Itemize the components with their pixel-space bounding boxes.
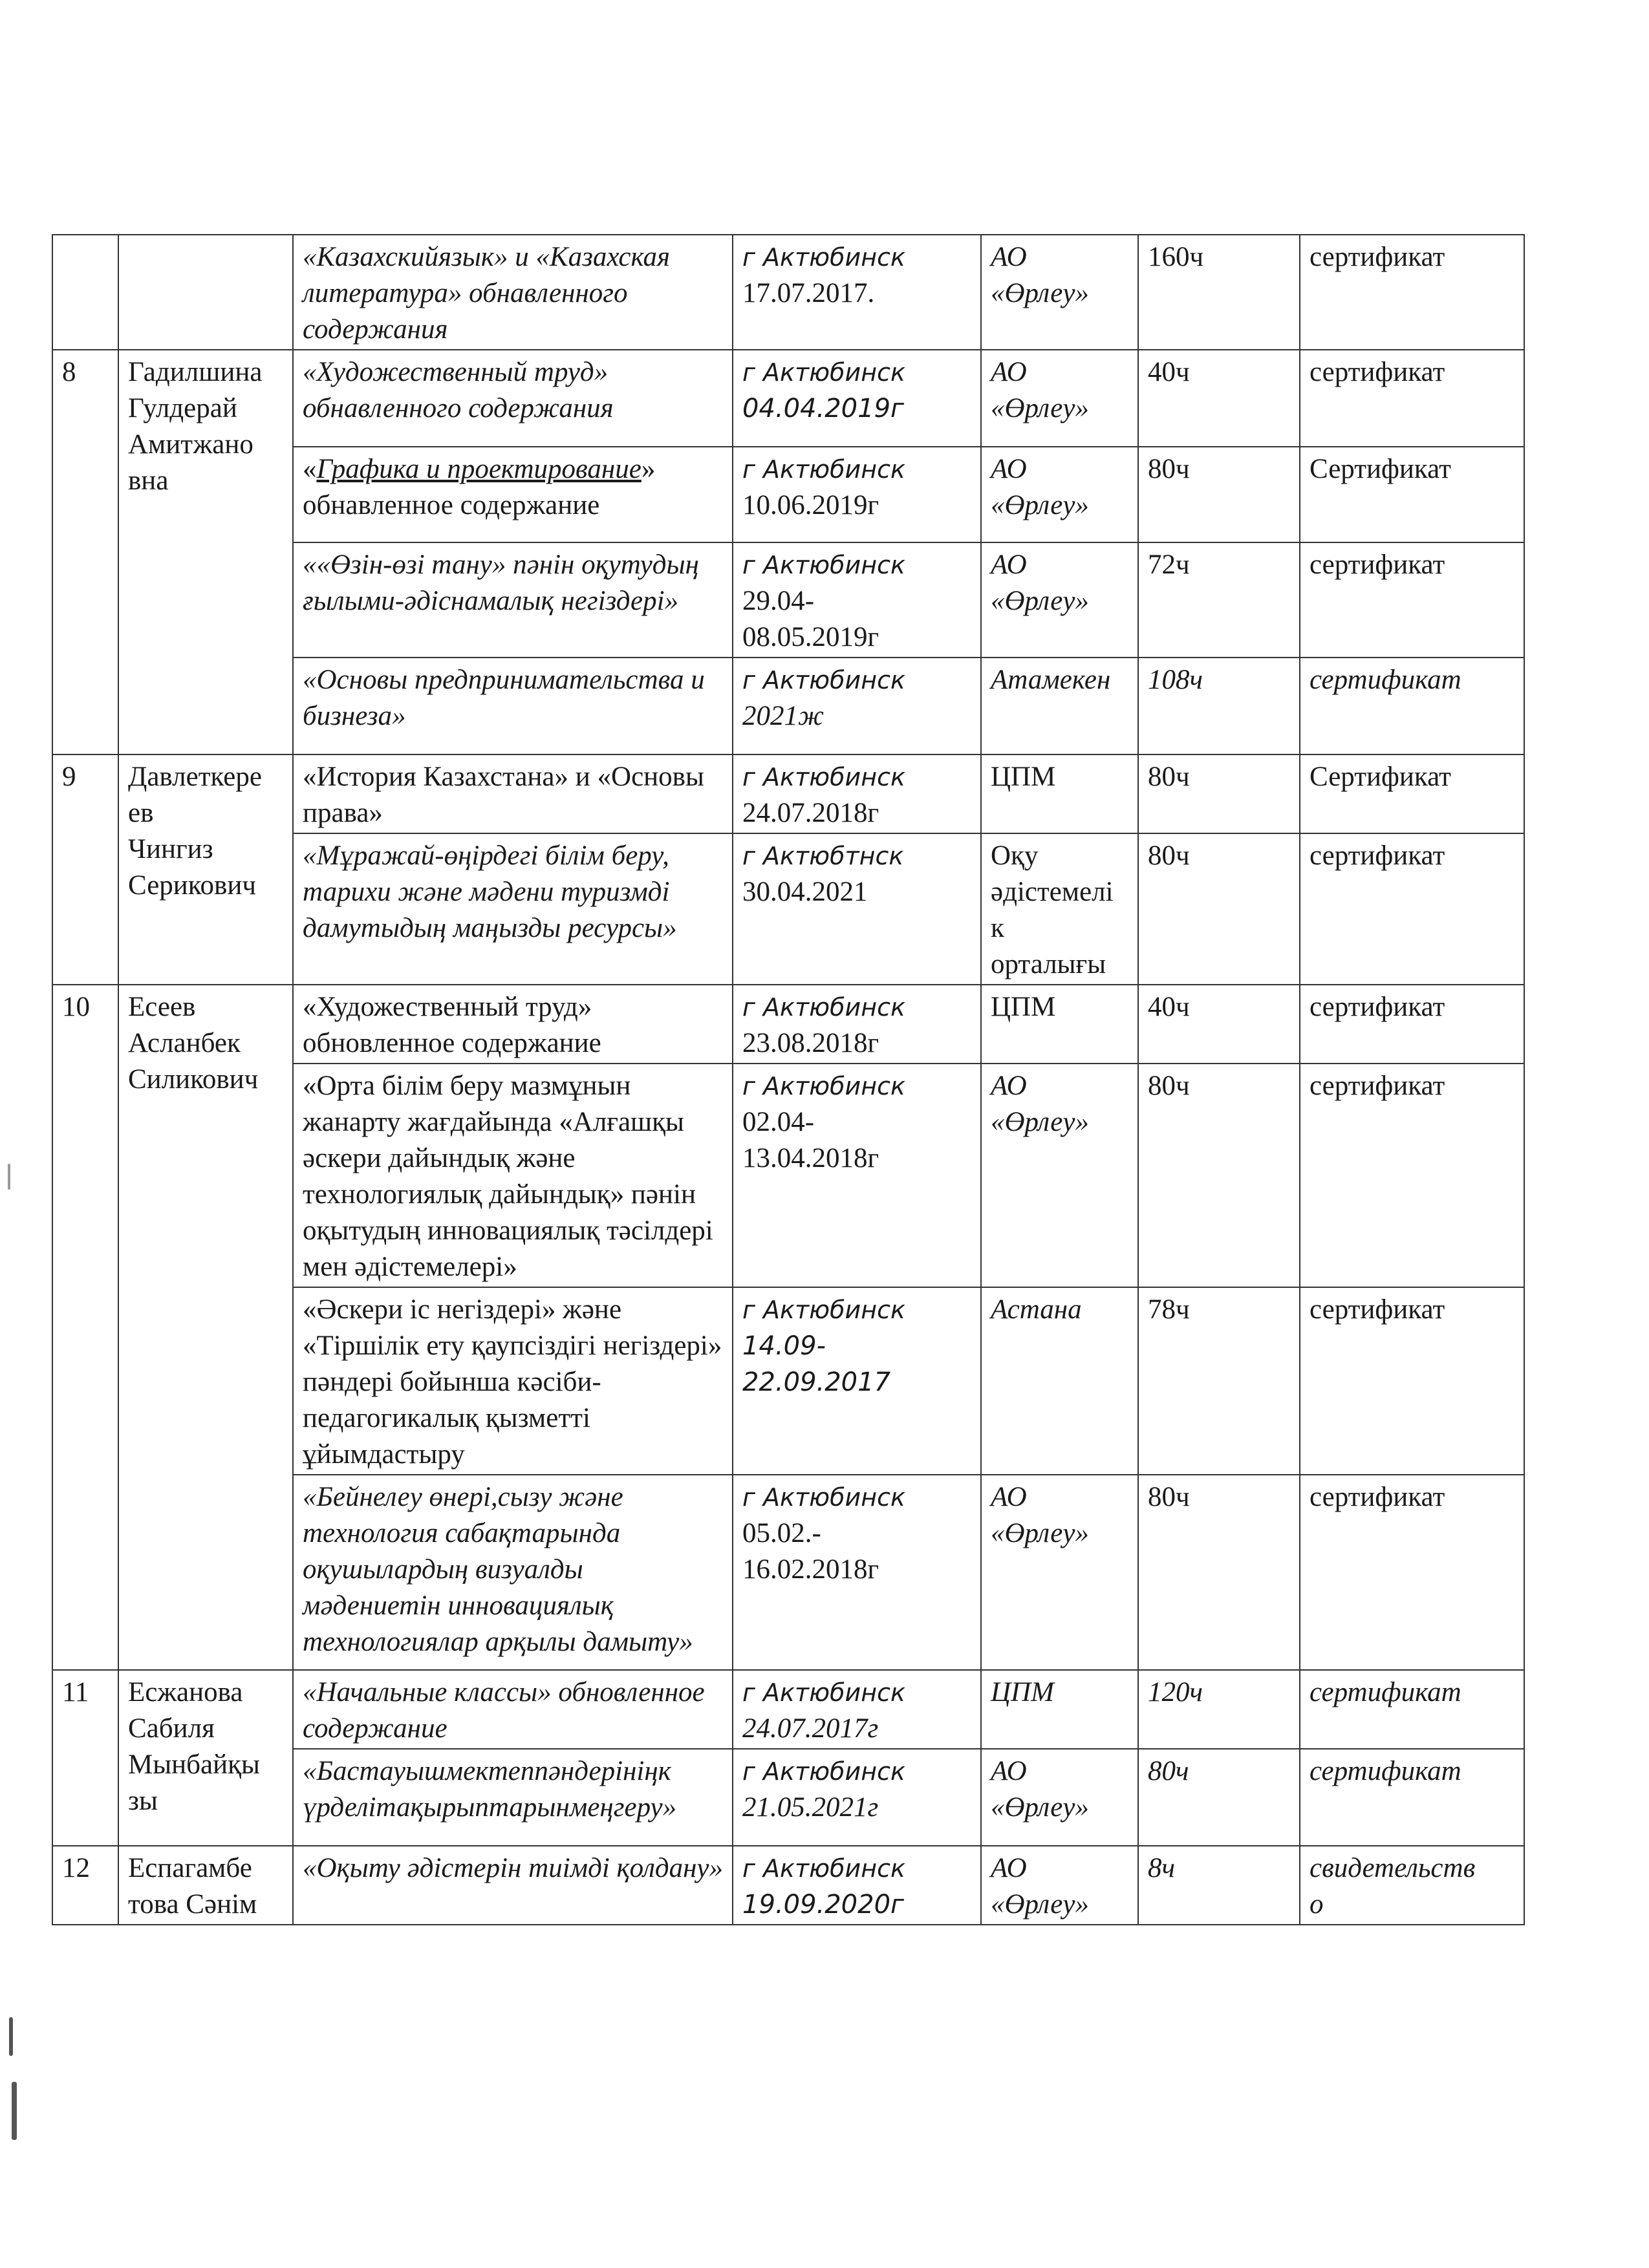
place-date: [733, 754, 981, 833]
organization: Оқу әдістемелі к орталығы: [981, 833, 1138, 985]
date: 29.04- 08.05.2019г: [742, 586, 879, 652]
course-title: «История Казахстана» и «Основы права»: [293, 754, 733, 833]
place-date: [733, 235, 981, 350]
place: г Актюбинск: [742, 666, 905, 694]
document-type: сертификат: [1300, 1287, 1524, 1475]
hours: 8ч: [1138, 1846, 1300, 1925]
place-date: [733, 350, 981, 447]
place: г Актюбинск: [742, 455, 905, 484]
organization: АО «Өрлеу»: [981, 1749, 1138, 1846]
date: 14.09- 22.09.2017: [742, 1331, 891, 1397]
hours: 80ч: [1138, 754, 1300, 833]
hours: 80ч: [1138, 1749, 1300, 1846]
date: 10.06.2019г: [742, 490, 879, 520]
place: г Актюбинск: [742, 763, 905, 791]
course-title: «Графика и проектирование» обнавленное содержание: [293, 447, 733, 542]
date: 17.07.2017.: [742, 278, 875, 308]
date: 30.04.2021: [742, 877, 868, 907]
organization: АО «Өрлеу»: [981, 447, 1138, 542]
teacher-name: [118, 235, 293, 350]
place-date: [733, 1749, 981, 1846]
organization: ЦПМ: [981, 985, 1138, 1064]
organization: ЦПМ: [981, 1670, 1138, 1749]
place: г Актюбинск: [742, 1854, 905, 1883]
hours: 80ч: [1138, 447, 1300, 542]
course-title: «Әскери іс негіздері» және «Тіршілік ету қаупсіздігі негіздері» пәндері бойынша кәсіби-педагогикалық қызметті ұйымдастыру: [293, 1287, 733, 1475]
teacher-name: Есеев Асланбек Силикович: [118, 985, 293, 1670]
scan-mark: [12, 2082, 17, 2140]
document-type: сертификат: [1300, 542, 1524, 658]
place-date: [733, 447, 981, 542]
course-title: «Художественный труд» обновленное содержание: [293, 985, 733, 1064]
document-type: сертификат: [1300, 1064, 1524, 1287]
date: 19.09.2020г: [742, 1890, 905, 1920]
place-date: [733, 833, 981, 985]
hours: 40ч: [1138, 985, 1300, 1064]
organization: ЦПМ: [981, 754, 1138, 833]
courses-table-body: [52, 235, 1524, 1925]
scan-mark: [9, 2017, 13, 2056]
hours: 72ч: [1138, 542, 1300, 658]
document-type: сертификат: [1300, 1475, 1524, 1670]
date: 24.07.2017г: [742, 1713, 879, 1744]
place-date: [733, 658, 981, 754]
row-number: [52, 235, 118, 350]
teacher-name: Еспагамбе това Сәнім: [118, 1846, 293, 1925]
course-title: «Казахскийязык» и «Казахская литература» обнавленного содержания: [293, 235, 733, 350]
date: 02.04- 13.04.2018г: [742, 1107, 879, 1173]
course-title: «Основы предпринимательства и бизнеза»: [293, 658, 733, 754]
course-title: «Художественный труд» обнавленного содержания: [293, 350, 733, 447]
table-row: [52, 754, 1524, 833]
organization: АО «Өрлеу»: [981, 1064, 1138, 1287]
place: г Актюбинск: [742, 1072, 905, 1100]
place-date: [733, 985, 981, 1064]
hours: 80ч: [1138, 833, 1300, 985]
place-date: [733, 1846, 981, 1925]
hours: 160ч: [1138, 235, 1300, 350]
course-title: «Оқыту әдістерін тиімді қолдану»: [293, 1846, 733, 1925]
place: г Актюбинск: [742, 1483, 905, 1512]
row-number: 11: [52, 1670, 118, 1846]
organization: АО «Өрлеу»: [981, 542, 1138, 658]
hours: 120ч: [1138, 1670, 1300, 1749]
table-row: [52, 985, 1524, 1064]
hours: 40ч: [1138, 350, 1300, 447]
hours: 78ч: [1138, 1287, 1300, 1475]
hours: 108ч: [1138, 658, 1300, 754]
organization: АО «Өрлеу»: [981, 1846, 1138, 1925]
document-type: сертификат: [1300, 658, 1524, 754]
date: 05.02.- 16.02.2018г: [742, 1518, 879, 1585]
date: 23.08.2018г: [742, 1028, 879, 1058]
organization: АО «Өрлеу»: [981, 350, 1138, 447]
organization: АО «Өрлеу»: [981, 1475, 1138, 1670]
place-date: [733, 1064, 981, 1287]
row-number: 10: [52, 985, 118, 1670]
course-title: ««Өзін-өзі тану» пәнін оқутудың ғылыми-әдіснамалық негіздері»: [293, 542, 733, 658]
document-type: сертификат: [1300, 985, 1524, 1064]
scan-mark: [8, 1164, 10, 1190]
document-type: сертификат: [1300, 350, 1524, 447]
row-number: 12: [52, 1846, 118, 1925]
place-date: [733, 1475, 981, 1670]
place: г Актюбинск: [742, 358, 905, 387]
document-type: сертификат: [1300, 235, 1524, 350]
document-type: Сертификат: [1300, 754, 1524, 833]
document-type: свидетельств о: [1300, 1846, 1524, 1925]
place: г Актюбинск: [742, 993, 905, 1022]
date: 2021ж: [742, 701, 824, 731]
place-date: [733, 1287, 981, 1475]
courses-table: [52, 234, 1525, 1925]
teacher-name: Есжанова Сабиля Мынбайқы зы: [118, 1670, 293, 1846]
row-number: 9: [52, 754, 118, 985]
date: 21.05.2021г: [742, 1792, 879, 1823]
place: г Актюбинск: [742, 1757, 905, 1786]
place: г Актюбинск: [742, 1296, 905, 1324]
document-type: сертификат: [1300, 1670, 1524, 1749]
hours: 80ч: [1138, 1064, 1300, 1287]
place-date: [733, 1670, 981, 1749]
place-date: [733, 542, 981, 658]
place: г Актюбинск: [742, 551, 905, 579]
table-row: [52, 1846, 1524, 1925]
place: г Актюбтнск: [742, 842, 904, 870]
table-row: [52, 235, 1524, 350]
hours: 80ч: [1138, 1475, 1300, 1670]
course-title-underlined: Графика и проектирование: [316, 454, 641, 484]
date: 24.07.2018г: [742, 798, 879, 828]
place: г Актюбинск: [742, 1678, 905, 1707]
organization: АО «Өрлеу»: [981, 235, 1138, 350]
course-title: «Начальные классы» обновленное содержание: [293, 1670, 733, 1749]
teacher-name: Давлеткере ев Чингиз Серикович: [118, 754, 293, 985]
course-title: «Бейнелеу өнері,сызу және технология сабақтарында оқушылардың визуалды мәдениетін инновациялық технологиялар арқылы дамыту»: [293, 1475, 733, 1670]
table-row: [52, 350, 1524, 447]
row-number: 8: [52, 350, 118, 754]
course-title: «Орта білім беру мазмұнын жанарту жағдайында «Алғашқы әскери дайындық және технологиялық дайындық» пәнін оқытудың инновациялық тәсілдері мен әдістемелері»: [293, 1064, 733, 1287]
organization: Астана: [981, 1287, 1138, 1475]
place: г Актюбинск: [742, 243, 905, 272]
course-title: «Мұражай-өңірдегі білім беру, тарихи және мәдени туризмді дамутыдың маңызды ресурсы»: [293, 833, 733, 985]
organization: Атамекен: [981, 658, 1138, 754]
teacher-name: Гадилшина Гулдерай Амитжано вна: [118, 350, 293, 754]
document-type: сертификат: [1300, 1749, 1524, 1846]
date: 04.04.2019г: [742, 394, 905, 423]
document-type: Сертификат: [1300, 447, 1524, 542]
table-row: [52, 1670, 1524, 1749]
document-type: сертификат: [1300, 833, 1524, 985]
course-title: «Бастауышмектеппәндерініңк үрделітақырыптарынмеңгеру»: [293, 1749, 733, 1846]
